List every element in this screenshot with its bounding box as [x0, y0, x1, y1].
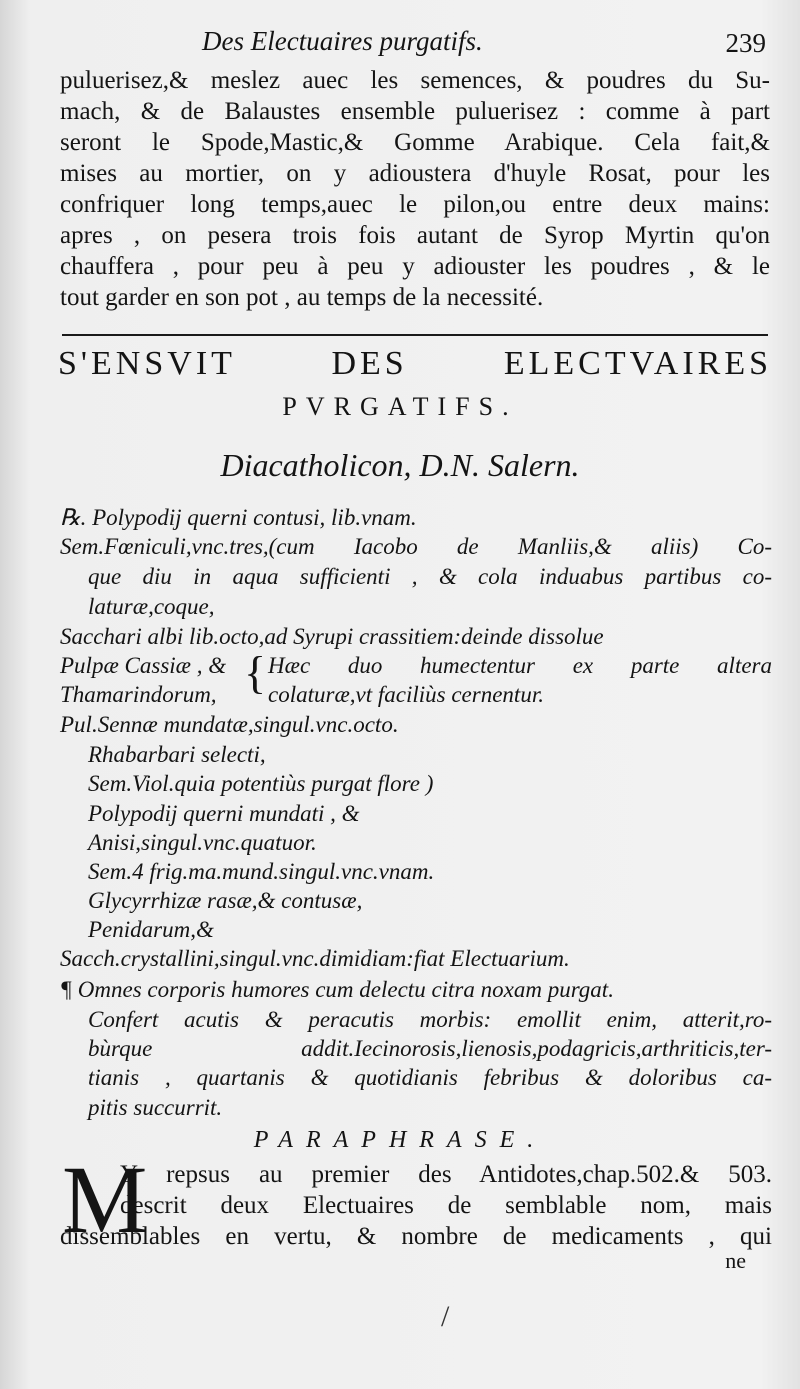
recipe-line: colaturæ,vt faciliùs cernentur.	[268, 682, 544, 707]
section-title-line-2: PVRGATIFS.	[282, 392, 518, 421]
text-line: puluerisez,& meslez auec les semences, & poudres du Su-	[60, 67, 770, 94]
text-line: seront le Spode,Mastic,& Gomme Arabique. Cela fait,&	[60, 129, 770, 156]
virtue-line: Confert acutis & peracutis morbis: emollit enim, atterit,ro-	[88, 1007, 772, 1032]
running-title: Des Electuaires purgatifs.	[202, 26, 483, 56]
virtue-line: ¶ Omnes corporis humores cum delectu citra noxam purgat.	[60, 977, 614, 1002]
paraphrase-heading: PARAPHRASE.	[253, 1127, 547, 1153]
text-line: apres , on pesera trois fois autant de Syrop Myrtin qu'on	[60, 222, 770, 249]
recipe-line: Hæc duo humectentur ex parte altera	[268, 653, 772, 678]
brace-mark: {	[244, 647, 267, 698]
recipe-line: Thamarindorum,	[60, 682, 217, 707]
recipe-line: que diu in aqua sufficienti , & cola induabus partibus co-	[88, 564, 772, 589]
virtue-line: pitis succurrit.	[88, 1095, 223, 1120]
recipe-line: Sacch.crystallini,singul.vnc.dimidiam:fiat Electuarium.	[60, 946, 570, 971]
text-line: confriquer long temps,auec le pilon,ou entre deux mains:	[60, 191, 770, 218]
catchword: ne	[725, 1248, 746, 1273]
recipe-title: Diacatholicon, D.N. Salern.	[220, 447, 580, 483]
text-line: descrit deux Electuaires de semblable nom, mais	[120, 1192, 772, 1219]
text-line: dissemblables en vertu, & nombre de medicaments , qui	[60, 1223, 772, 1250]
page-header	[60, 26, 772, 62]
section-title-line-1: S'ENSVIT DES ELECTVAIRES	[58, 345, 772, 382]
recipe-line: Penidarum,&	[88, 917, 214, 942]
virtue-line: bùrque addit.Iecinorosis,lienosis,podagricis,arthriticis,ter-	[88, 1036, 772, 1061]
recipe-line: Pulpæ Cassiæ , &	[60, 653, 227, 678]
recipe-line: Sem.Viol.quia potentiùs purgat flore )	[88, 771, 434, 796]
recipe-line: Rhabarbari selecti,	[88, 742, 266, 767]
section-rule	[62, 334, 768, 336]
text-line: chauffera , pour peu à peu y adiouster les poudres , & le	[60, 253, 770, 280]
recipe-line: Pul.Sennæ mundatæ,singul.vnc.octo.	[60, 712, 399, 737]
page-number: 239	[725, 28, 766, 58]
recipe-line: laturæ,coque,	[88, 594, 215, 619]
text-line: mises au mortier, on y adioustera d'huyle Rosat, pour les	[60, 160, 770, 187]
recipe-line: Polypodij querni mundati , &	[88, 801, 360, 826]
ink-mark: /	[441, 1300, 450, 1333]
recipe-line: Glycyrrhizæ rasæ,& contusæ,	[88, 888, 363, 913]
recipe-line: Sacchari albi lib.octo,ad Syrupi crassitiem:deinde dissolue	[60, 624, 604, 649]
text-line: tout garder en son pot , au temps de la necessité.	[60, 284, 544, 311]
text-line: mach, & de Balaustes ensemble puluerisez : comme à part	[60, 98, 770, 125]
recipe-line: Sem.Fœniculi,vnc.tres,(cum Iacobo de Manliis,& aliis) Co-	[60, 534, 772, 559]
recipe-line: Anisi,singul.vnc.quatuor.	[88, 830, 317, 855]
recipe-line: ℞. Polypodij querni contusi, lib.vnam.	[60, 505, 417, 530]
virtue-line: tianis , quartanis & quotidianis febribus & doloribus ca-	[88, 1065, 772, 1090]
drop-capital: M	[62, 1146, 148, 1253]
text-line: Y repsus au premier des Antidotes,chap.502.& 503.	[120, 1161, 772, 1188]
recipe-line: Sem.4 frig.ma.mund.singul.vnc.vnam.	[88, 859, 435, 884]
